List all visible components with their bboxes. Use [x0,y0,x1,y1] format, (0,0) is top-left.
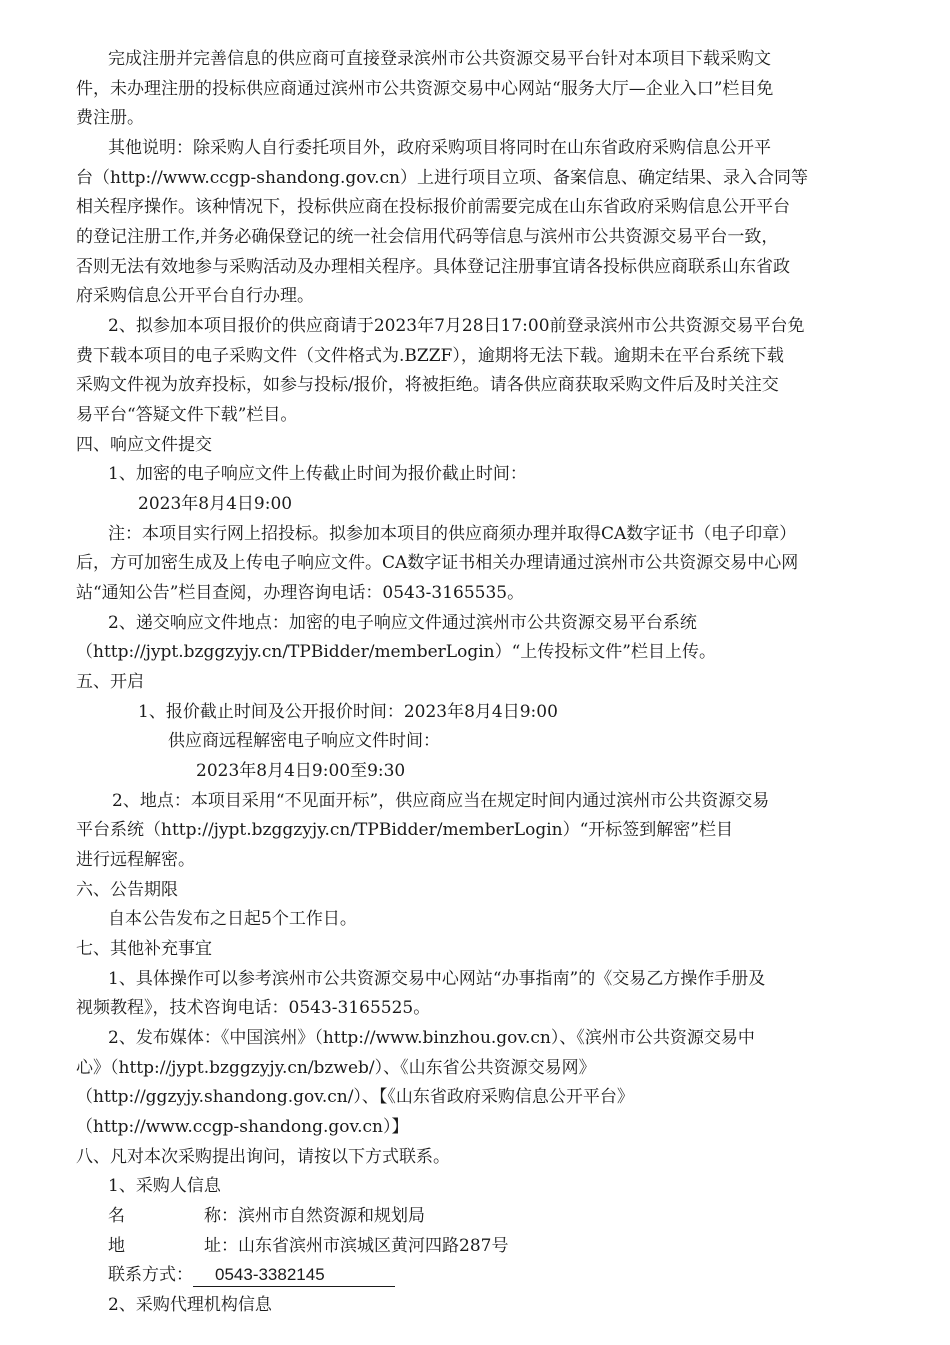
paragraph-line: 站“通知公告”栏目查阅，办理咨询电话：0543-3165535。 [76,583,525,603]
paragraph-line: （http://ggzyjy.shandong.gov.cn/）、【《山东省政府采购信息公开平台》 [76,1087,634,1107]
paragraph-line: 2、递交响应文件地点：加密的电子响应文件通过滨州市公共资源交易平台系统 [108,613,697,633]
section-heading: 四、响应文件提交 [76,435,212,455]
purchaser-address-label: 地 址： [108,1236,238,1256]
paragraph-line: 1、具体操作可以参考滨州市公共资源交易中心网站“办事指南”的《交易乙方操作手册及 [108,969,766,989]
purchaser-name-row [76,1201,876,1231]
section-heading: 五、开启 [76,672,144,692]
paragraph-line: 否则无法有效地参与采购活动及办理相关程序。具体登记注册事宜请各投标供应商联系山东省政 [76,257,790,277]
purchaser-contact-value: 0543-3382145 [193,1264,395,1287]
paragraph-line: 心》（http://jypt.bzggzyjy.cn/bzweb/）、《山东省公共资源交易网》 [76,1058,596,1078]
purchaser-address-row [76,1231,876,1261]
purchaser-contact-row [76,1260,876,1290]
paragraph-line: （http://jypt.bzggzyjy.cn/TPBidder/memberLogin）“上传投标文件”栏目上传。 [76,642,716,662]
paragraph-line: 2、拟参加本项目报价的供应商请于2023年7月28日17:00前登录滨州市公共资源交易平台免 [108,316,805,336]
paragraph-line: 1、采购人信息 [108,1176,221,1196]
purchaser-name-label: 名 称： [108,1206,238,1226]
paragraph-line: 府采购信息公开平台自行办理。 [76,286,314,306]
paragraph-line: 后，方可加密生成及上传电子响应文件。CA数字证书相关办理请通过滨州市公共资源交易中心网 [76,553,799,573]
section-heading: 七、其他补充事宜 [76,939,212,959]
paragraph-line: 2、发布媒体：《中国滨州》（http://www.binzhou.gov.cn）、《滨州市公共资源交易中 [108,1028,755,1048]
paragraph-line: 2023年8月4日9:00 [138,494,293,514]
purchaser-contact-label: 联系方式： [108,1265,193,1285]
paragraph-line: 采购文件视为放弃投标，如参与投标/报价，将被拒绝。请各供应商获取采购文件后及时关注交 [76,375,779,395]
paragraph-line: 2、地点：本项目采用“不见面开标”，供应商应当在规定时间内通过滨州市公共资源交易 [112,791,770,811]
paragraph-line: 2023年8月4日9:00至9:30 [196,761,406,781]
paragraph-line: 费下载本项目的电子采购文件（文件格式为.BZZF），逾期将无法下载。逾期未在平台系统下载 [76,346,784,366]
paragraph-line: 视频教程》，技术咨询电话：0543-3165525。 [76,998,431,1018]
paragraph-line: 进行远程解密。 [76,850,195,870]
paragraph-line: 完成注册并完善信息的供应商可直接登录滨州市公共资源交易平台针对本项目下载采购文 [108,49,771,69]
paragraph-line: 供应商远程解密电子响应文件时间： [168,731,440,751]
section-heading: 六、公告期限 [76,880,178,900]
paragraph-line: 台（http://www.ccgp-shandong.gov.cn）上进行项目立项、备案信息、确定结果、录入合同等 [76,168,808,188]
paragraph-line: （http://www.ccgp-shandong.gov.cn）】 [76,1117,409,1137]
paragraph-line: 相关程序操作。该种情况下，投标供应商在投标报价前需要完成在山东省政府采购信息公开平台 [76,197,790,217]
paragraph-line: 易平台“答疑文件下载”栏目。 [76,405,298,425]
purchaser-name-value: 滨州市自然资源和规划局 [238,1206,425,1226]
paragraph-line: 自本公告发布之日起5个工作日。 [108,909,357,929]
paragraph-line: 平台系统（http://jypt.bzggzyjy.cn/TPBidder/memberLogin）“开标签到解密”栏目 [76,820,733,840]
paragraph-line: 费注册。 [76,108,144,128]
paragraph-line: 2、采购代理机构信息 [108,1295,272,1315]
paragraph-line: 1、加密的电子响应文件上传截止时间为报价截止时间： [108,464,527,484]
section-heading: 八、凡对本次采购提出询问，请按以下方式联系。 [76,1147,450,1167]
paragraph-line: 1、报价截止时间及公开报价时间：2023年8月4日9:00 [138,702,558,722]
paragraph-line: 注：本项目实行网上招投标。拟参加本项目的供应商须办理并取得CA数字证书（电子印章） [108,524,797,544]
paragraph-line: 其他说明：除采购人自行委托项目外，政府采购项目将同时在山东省政府采购信息公开平 [108,138,771,158]
paragraph-line: 件，未办理注册的投标供应商通过滨州市公共资源交易中心网站“服务大厅—企业入口”栏目免 [76,79,774,99]
purchaser-address-value: 山东省滨州市滨城区黄河四路287号 [238,1236,509,1256]
paragraph-line: 的登记注册工作,并务必确保登记的统一社会信用代码等信息与滨州市公共资源交易平台一致， [76,227,779,247]
